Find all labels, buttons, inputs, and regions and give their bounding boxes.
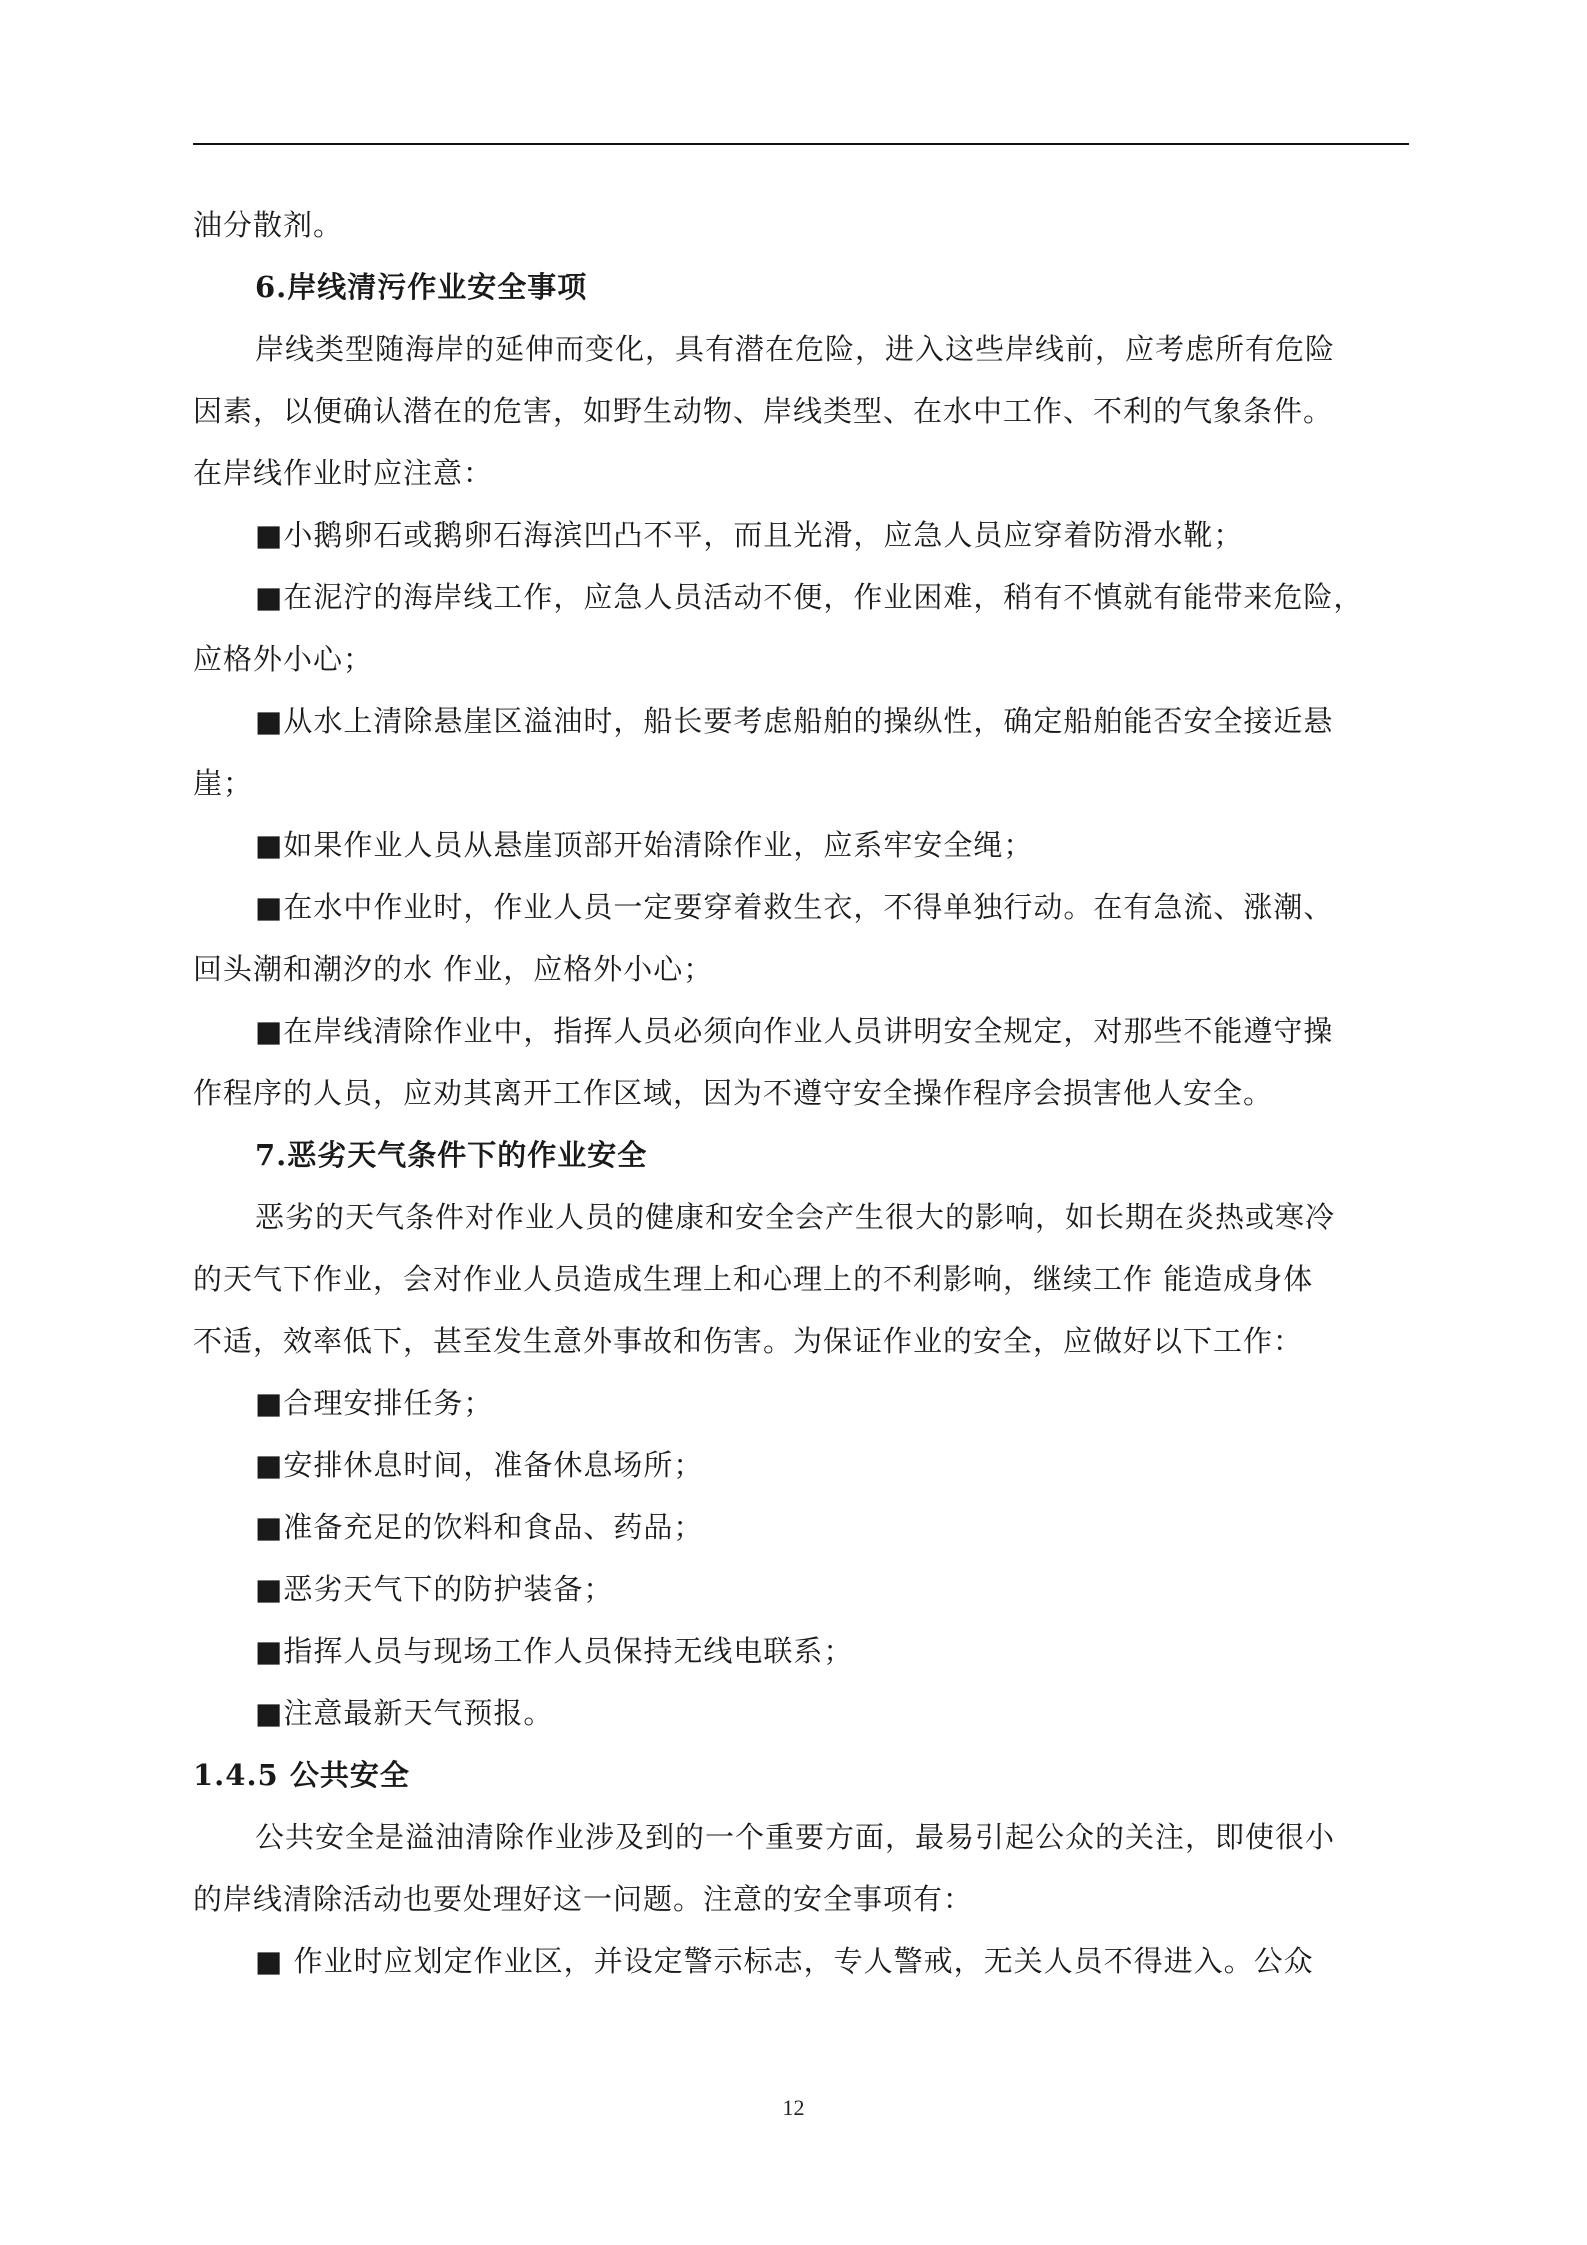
paragraph-line-continuation: 油分散剂。 <box>193 208 344 242</box>
bullet-item: ■安排休息时间，准备休息场所； <box>255 1448 704 1482</box>
paragraph-line: 恶劣的天气条件对作业人员的健康和安全会产生很大的影响，如长期在炎热或寒冷 <box>255 1200 1336 1234</box>
bullet-item: ■指挥人员与现场工作人员保持无线电联系； <box>255 1634 854 1668</box>
bullet-item: ■合理安排任务； <box>255 1386 494 1420</box>
bullet-item: ■小鹅卵石或鹅卵石海滨凹凸不平，而且光滑，应急人员应穿着防滑水靴； <box>255 518 1244 552</box>
bullet-item: ■准备充足的饮料和食品、药品； <box>255 1510 704 1544</box>
heading-shoreline-cleanup-safety: 6.岸线清污作业安全事项 <box>255 270 588 304</box>
bullet-item: ■恶劣天气下的防护装备； <box>255 1572 614 1606</box>
bullet-item: ■在水中作业时，作业人员一定要穿着救生衣，不得单独行动。在有急流、涨潮、 <box>255 890 1334 924</box>
bullet-item: ■ 作业时应划定作业区，并设定警示标志，专人警戒，无关人员不得进入。公众 <box>255 1944 1314 1978</box>
bullet-item: ■在泥泞的海岸线工作，应急人员活动不便，作业困难，稍有不慎就有能带来危险， <box>255 580 1364 614</box>
paragraph-line: 因素，以便确认潜在的危害，如野生动物、岸线类型、在水中工作、不利的气象条件。 <box>193 394 1334 428</box>
paragraph-line: 岸线类型随海岸的延伸而变化，具有潜在危险，进入这些岸线前，应考虑所有危险 <box>255 332 1336 366</box>
heading-bad-weather-safety: 7.恶劣天气条件下的作业安全 <box>255 1138 648 1172</box>
document-body <box>193 194 1409 1992</box>
bullet-item: ■从水上清除悬崖区溢油时，船长要考虑船舶的操纵性，确定船舶能否安全接近悬 <box>255 704 1334 738</box>
paragraph-line: 不适，效率低下，甚至发生意外事故和伤害。为保证作业的安全，应做好以下工作： <box>193 1324 1304 1358</box>
paragraph-line: 公共安全是溢油清除作业涉及到的一个重要方面，最易引起公众的关注，即使很小 <box>255 1820 1336 1854</box>
bullet-item: ■如果作业人员从悬崖顶部开始清除作业，应系牢安全绳； <box>255 828 1034 862</box>
bullet-item-continuation: 崖； <box>193 766 254 800</box>
paragraph-line: 在岸线作业时应注意： <box>193 456 494 490</box>
paragraph-line: 的岸线清除活动也要处理好这一问题。注意的安全事项有： <box>193 1882 974 1916</box>
bullet-item-continuation: 作程序的人员，应劝其离开工作区域，因为不遵守安全操作程序会损害他人安全。 <box>193 1076 1274 1110</box>
bullet-item: ■注意最新天气预报。 <box>255 1696 554 1730</box>
section-heading-public-safety: 1.4.5 公共安全 <box>193 1758 410 1792</box>
bullet-item-continuation: 应格外小心； <box>193 642 374 676</box>
bullet-item: ■在岸线清除作业中，指挥人员必须向作业人员讲明安全规定，对那些不能遵守操 <box>255 1014 1334 1048</box>
page-number: 12 <box>782 2095 805 2120</box>
bullet-item-continuation: 回头潮和潮汐的水 作业，应格外小心； <box>193 952 714 986</box>
header-rule <box>193 143 1409 145</box>
paragraph-line: 的天气下作业，会对作业人员造成生理上和心理上的不利影响，继续工作 能造成身体 <box>193 1262 1314 1296</box>
